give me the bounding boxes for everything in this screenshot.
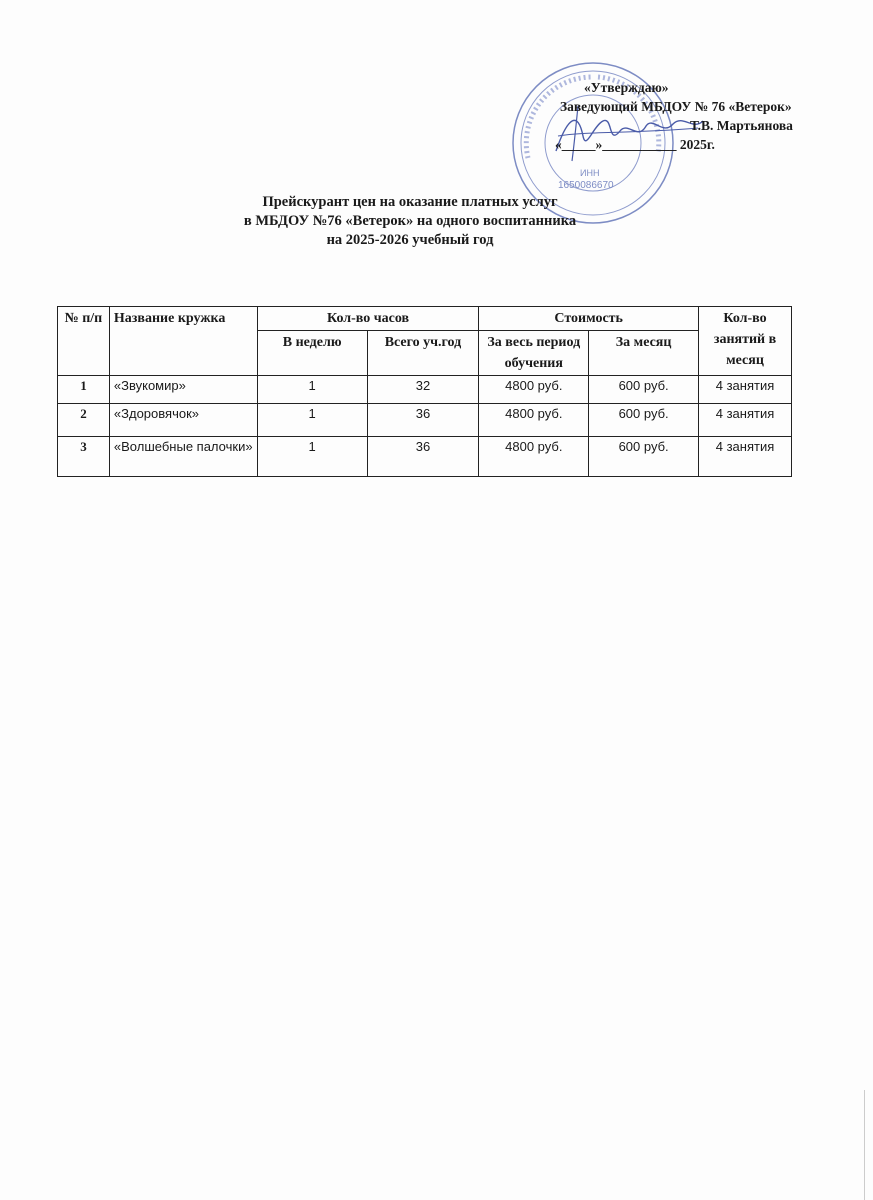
approver-position: Заведующий МБДОУ № 76 «Ветерок»	[560, 99, 792, 114]
row-num: 1	[58, 376, 110, 404]
row-per-month: 600 руб.	[589, 376, 699, 404]
row-per-year: 36	[367, 437, 479, 477]
title-line-3: на 2025-2026 учебный год	[326, 232, 494, 248]
approval-date-blank: «_____»___________	[555, 137, 677, 152]
table-row	[58, 376, 792, 404]
header-per-week: В неделю	[257, 331, 367, 376]
header-per-month: За месяц	[589, 331, 699, 376]
row-whole-period: 4800 руб.	[479, 376, 589, 404]
table-row	[58, 404, 792, 437]
row-per-year: 32	[367, 376, 479, 404]
header-whole-period: За весь период обучения	[479, 331, 589, 376]
row-per-month: 600 руб.	[589, 437, 699, 477]
row-name: «Волшебные палочки»	[109, 437, 257, 477]
approver-name: Т.В. Мартьянова	[690, 118, 793, 133]
row-num: 2	[58, 404, 110, 437]
title-line-2: в МБДОУ №76 «Ветерок» на одного воспитанника	[243, 213, 577, 229]
header-cost: Стоимость	[479, 307, 699, 331]
approval-block	[520, 78, 850, 154]
row-num: 3	[58, 437, 110, 477]
row-lessons: 4 занятия	[699, 437, 792, 477]
header-per-year: Всего уч.год	[367, 331, 479, 376]
row-whole-period: 4800 руб.	[479, 404, 589, 437]
row-whole-period: 4800 руб.	[479, 437, 589, 477]
row-lessons: 4 занятия	[699, 404, 792, 437]
row-per-week: 1	[257, 404, 367, 437]
header-hours: Кол-во часов	[257, 307, 479, 331]
seal-inn-label: ИНН	[580, 168, 600, 178]
scan-edge-mark	[864, 1090, 865, 1200]
header-name: Название кружка	[109, 307, 257, 376]
row-name: «Здоровячок»	[109, 404, 257, 437]
row-per-week: 1	[257, 437, 367, 477]
price-table	[57, 306, 792, 477]
row-per-year: 36	[367, 404, 479, 437]
table-row	[58, 437, 792, 477]
row-per-month: 600 руб.	[589, 404, 699, 437]
row-name: «Звукомир»	[109, 376, 257, 404]
header-lessons: Кол-во занятий в месяц	[699, 307, 792, 376]
row-lessons: 4 занятия	[699, 376, 792, 404]
document-title	[160, 193, 660, 250]
approval-heading: «Утверждаю»	[584, 80, 669, 95]
approval-date	[555, 135, 850, 154]
row-per-week: 1	[257, 376, 367, 404]
seal-inn-value: 1650086670	[558, 180, 614, 191]
table-header-row	[58, 307, 792, 331]
header-num: № п/п	[58, 307, 110, 376]
title-line-1: Прейскурант цен на оказание платных услуг	[262, 194, 558, 210]
approval-date-year: 2025г.	[679, 137, 715, 152]
